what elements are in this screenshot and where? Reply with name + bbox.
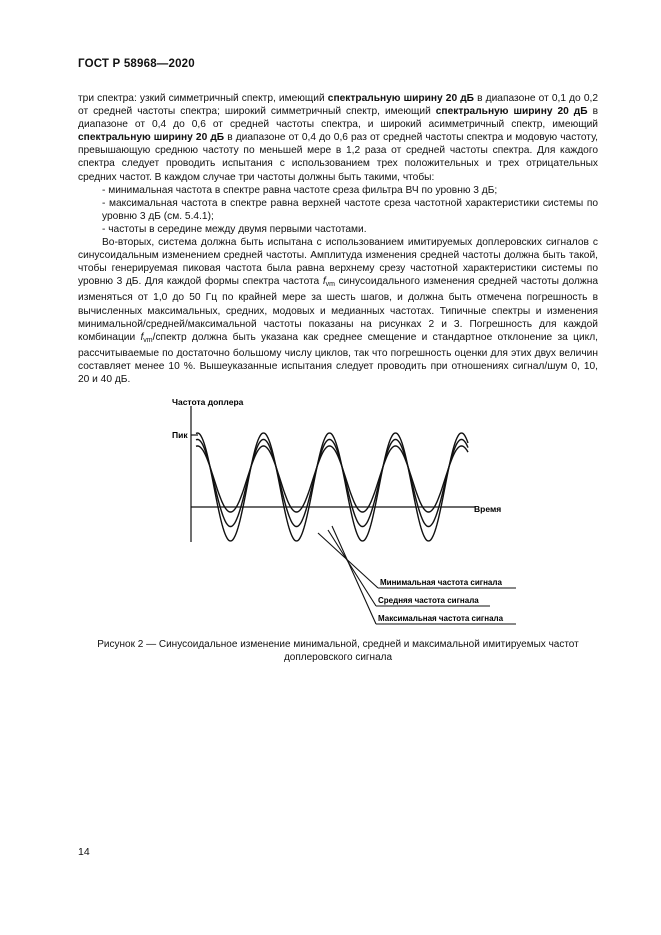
leader-mean	[328, 530, 376, 606]
legend-mean: Средняя частота сигнала	[378, 596, 479, 605]
min-frequency-curve	[196, 446, 468, 512]
list-item-mid: - частоты в середине между двумя первыми частотами.	[102, 223, 367, 235]
y-axis-label: Частота доплера	[172, 397, 244, 407]
mean-frequency-curve	[196, 440, 468, 527]
page-number: 14	[78, 846, 90, 858]
paragraph-2: Во-вторых, система должна быть испытана с использованием имитируемых доплеровских сигналов с синусоидальным изменением средней частоты. Амплитуда изменения средней частоты должна быть такой, чтобы генерируемая пиковая частота была равна верхнему срезу частотной характеристики системы по уровню 3 дБ. Для каждой формы спектра частота $f_{vm}$ синусоидального изменения средней частоты должна изменяться от 1,0 до 50 Гц по крайней мере за шесть шагов, и должна быть отмечена погрешность в вычисленных максимальных, средних, модовых и медианных частотах. Типичные спектры и изменения минимальной/средней/максимальной частоты показаны на рисунках 2 и 3. Погрешность для каждой комбинации $f_{vm}$/спектр должна быть указана как среднее смещение и стандартное отклонение за цикл, рассчитываемые по достаточно большому числу циклов, так что погрешность оценки для этих двух величин составляет менее 10 %. Вышеуказанные испытания следует проводить при отношениях сигнал/шум 0, 10, 20 и 40 дБ.	[78, 237, 598, 385]
list-item-min: - минимальная частота в спектре равна частоте среза фильтра ВЧ по уровню 3 дБ;	[102, 184, 498, 196]
peak-label: Пик	[172, 430, 188, 440]
max-frequency-curve	[196, 433, 468, 541]
legend-min: Минимальная частота сигнала	[380, 578, 502, 587]
body-text	[78, 92, 598, 386]
legend-max: Максимальная частота сигнала	[378, 614, 504, 623]
x-axis-label: Время	[474, 504, 502, 514]
figure-caption: Рисунок 2 — Синусоидальное изменение минимальной, средней и максимальной имитируемых частот доплеровского сигнала	[97, 639, 579, 663]
document-header: ГОСТ Р 58968—2020	[78, 58, 195, 70]
paragraph-1: три спектра: узкий симметричный спектр, имеющий спектральную ширину 20 дБ в диапазоне от 0,1 до 0,2 от средней частоты спектра; широкий симметричный спектр, имеющий спектральную ширину 20 дБ в диапазоне от 0,4 до 0,6 от средней частоты спектра, и широкий асимметричный спектр, имеющий спектральную ширину 20 дБ в диапазоне от 0,4 до 0,6 раз от средней частоты спектра и модовую частоту, превышающую среднюю частоту по меньшей мере в 1,2 раза от средней частоты спектра. Для каждого спектра следует проводить испытания с использованием трех положительных и трех отрицательных средних частот. В каждом случае три частоты должны быть такими, чтобы:	[78, 93, 599, 183]
leader-max	[332, 526, 376, 624]
doppler-frequency-figure	[150, 390, 530, 630]
list-item-max: - максимальная частота в спектре равна верхней частоте среза частотной характеристики системы по уровню 3 дБ (см. 5.4.1);	[102, 197, 598, 222]
